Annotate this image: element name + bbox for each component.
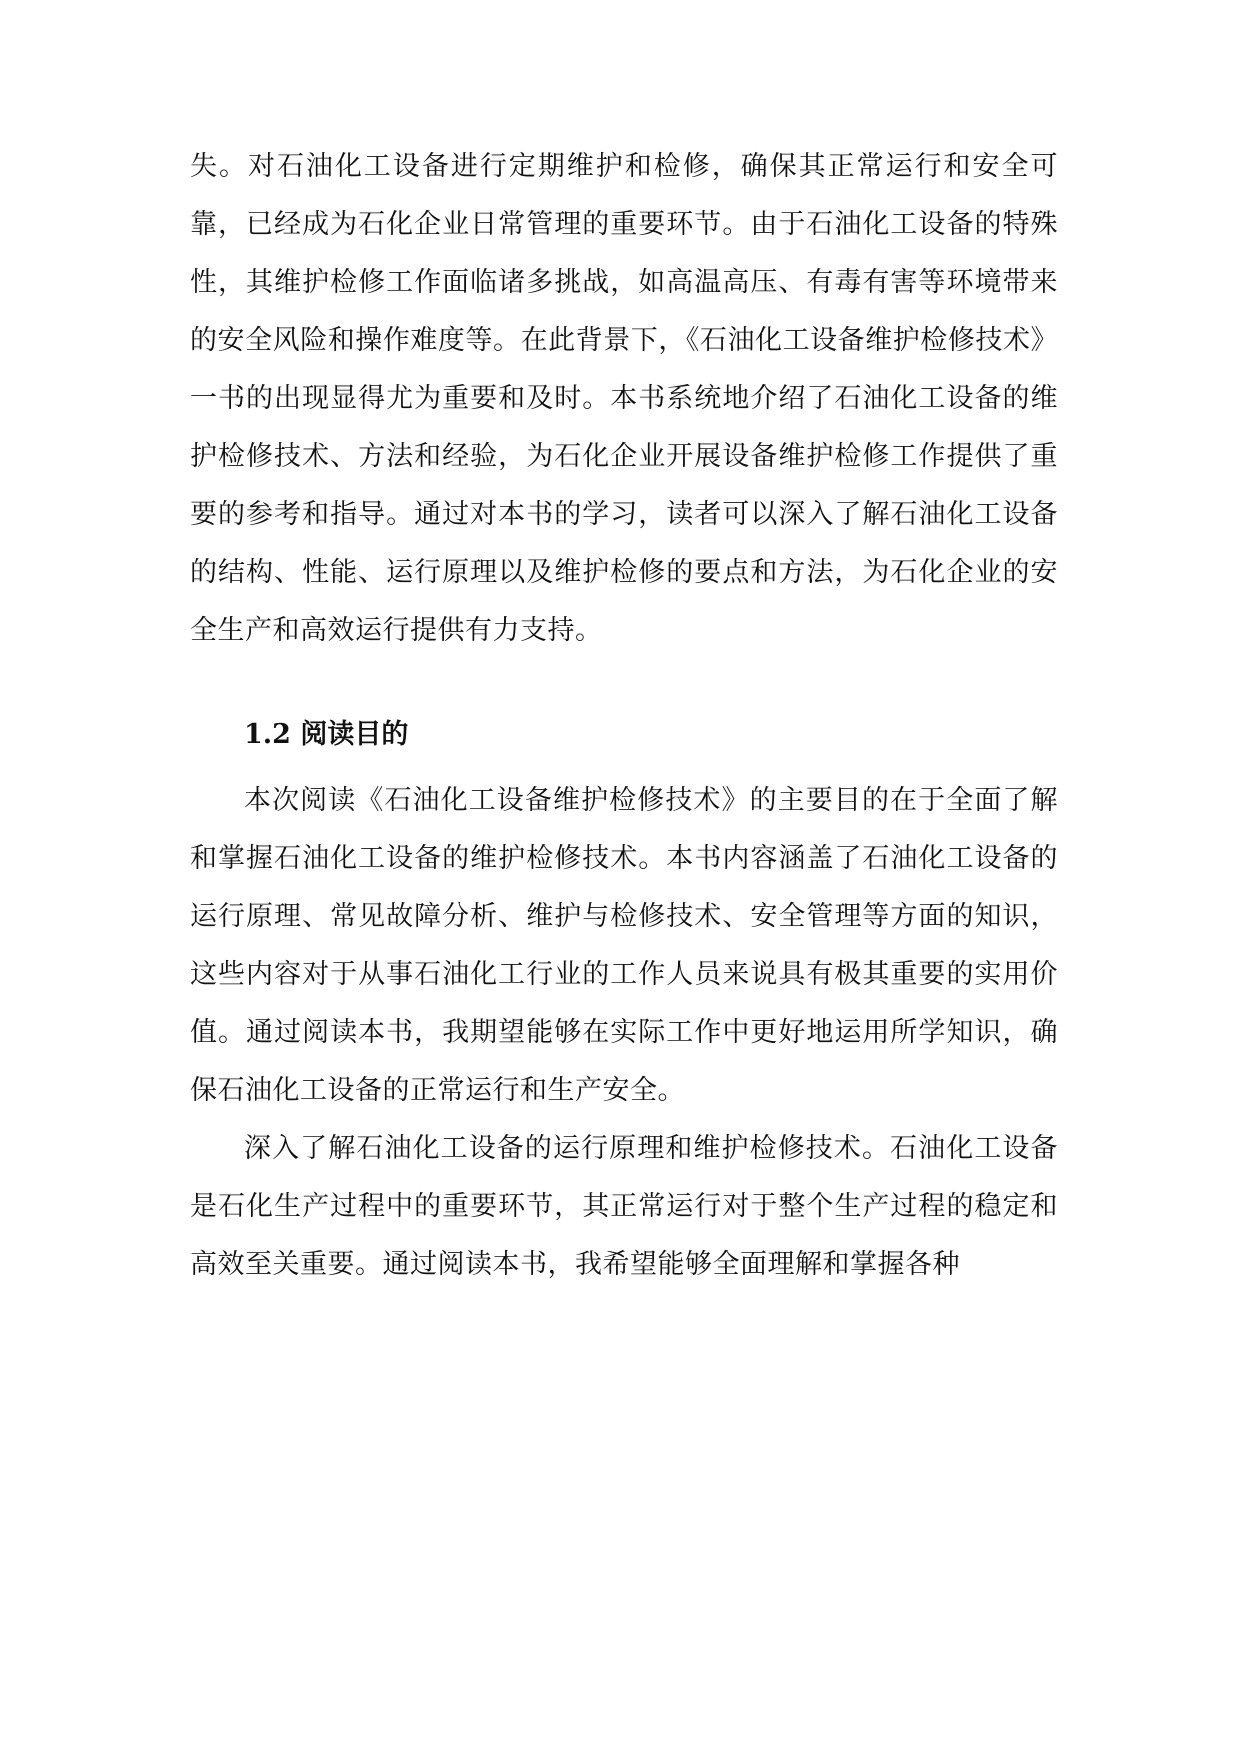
section-heading: 1.2 阅读目的 [244, 719, 409, 750]
body-paragraph-continued: 失。对石油化工设备进行定期维护和检修，确保其正常运行和安全可靠，已经成为石化企业日常管理的重要环节。由于石油化工设备的特殊性，其维护检修工作面临诸多挑战，如高温高压、有毒有害等环境带来的安全风险和操作难度等。在此背景下，《石油化工设备维护检修技术》一书的出现显得尤为重要和及时。本书系统地介绍了石油化工设备的维护检修技术、方法和经验，为石化企业开展设备维护检修工作提供了重要的参考和指导。通过对本书的学习，读者可以深入了解石油化工设备的结构、性能、运行原理以及维护检修的要点和方法，为石化企业的安全生产和高效运行提供有力支持。 [190, 151, 1058, 646]
text-column [190, 138, 1058, 1294]
body-paragraph: 本次阅读《石油化工设备维护检修技术》的主要目的在于全面了解和掌握石油化工设备的维护检修技术。本书内容涵盖了石油化工设备的运行原理、常见故障分析、维护与检修技术、安全管理等方面的知识，这些内容对于从事石油化工行业的工作人员来说具有极其重要的实用价值。通过阅读本书，我期望能够在实际工作中更好地运用所学知识，确保石油化工设备的正常运行和生产安全。 [190, 785, 1058, 1106]
body-paragraph: 深入了解石油化工设备的运行原理和维护检修技术。石油化工设备是石化生产过程中的重要环节，其正常运行对于整个生产过程的稳定和高效至关重要。通过阅读本书，我希望能够全面理解和掌握各种 [190, 1133, 1058, 1280]
